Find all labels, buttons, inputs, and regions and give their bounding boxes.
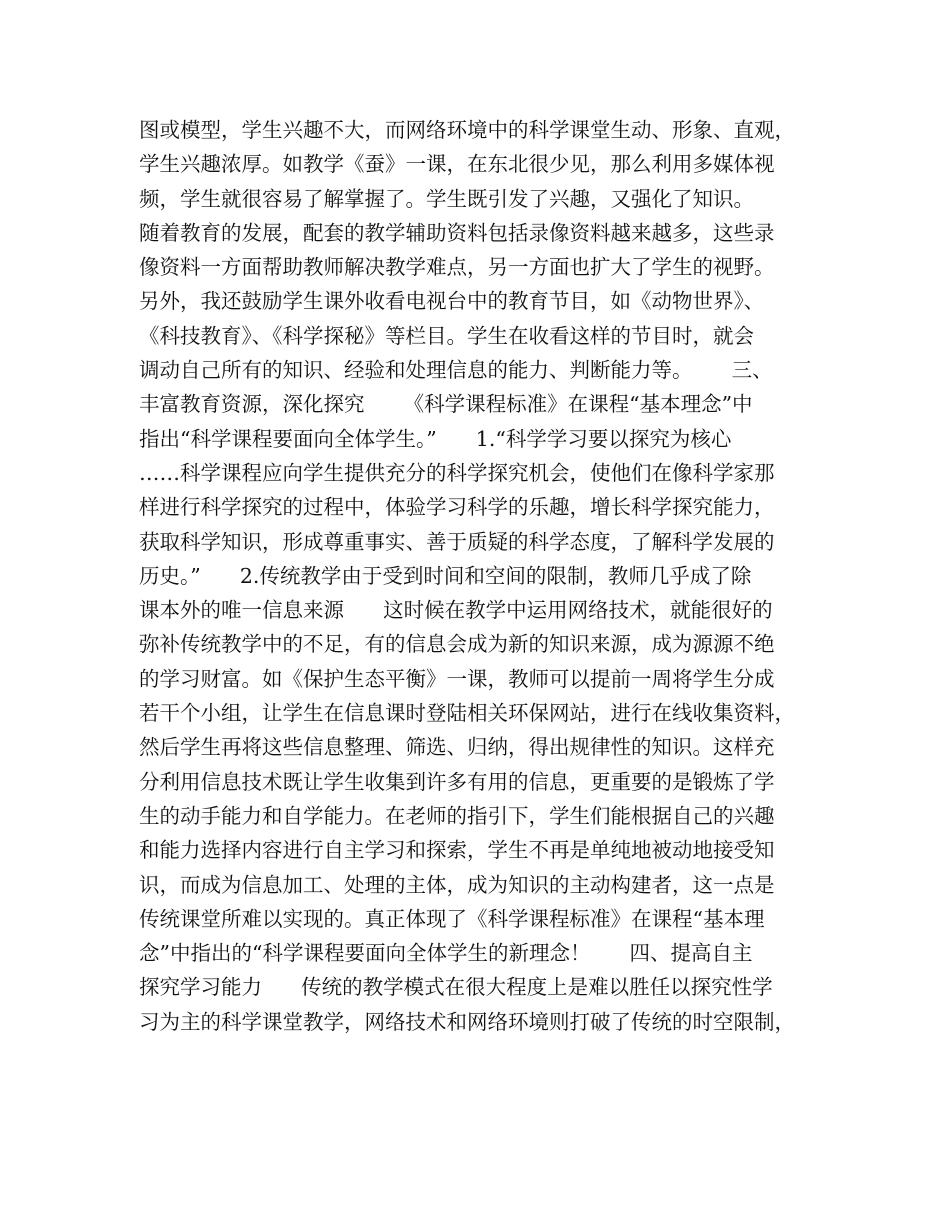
text-line: 识，而成为信息加工、处理的主体，成为知识的主动构建者，这一点是 — [139, 872, 775, 897]
text-line: 调动自己所有的知识、经验和处理信息的能力、判断能力等。 三、 — [139, 358, 773, 383]
text-line: 和能力选择内容进行自主学习和探索，学生不再是单纯地被动地接受知 — [139, 838, 775, 863]
body-text — [139, 113, 829, 1039]
text-line: 随着教育的发展，配套的教学辅助资料包括录像资料越来越多，这些录 — [139, 220, 775, 245]
text-line: 习为主的科学课堂教学，网络技术和网络环境则打破了传统的时空限制， — [139, 1009, 795, 1034]
text-line: 历史。” 2.传统教学由于受到时间和空间的限制，教师几乎成了除 — [139, 563, 752, 588]
text-line: 学生兴趣浓厚。如教学《蚕》一课，在东北很少见，那么利用多媒体视 — [139, 152, 775, 177]
text-line: 生的动手能力和自学能力。在老师的指引下，学生们能根据自己的兴趣 — [139, 803, 775, 828]
text-line: 传统课堂所难以实现的。真正体现了《科学课程标准》在课程“基本理 — [139, 906, 765, 931]
text-line: 念”中指出的“科学课程要面向全体学生的新理念！ 四、提高自主 — [139, 941, 753, 966]
text-line: 丰富教育资源，深化探究 《科学课程标准》在课程“基本理念”中 — [139, 392, 753, 417]
text-line: 像资料一方面帮助教师解决教学难点，另一方面也扩大了学生的视野。 — [139, 255, 775, 280]
text-line: 课本外的唯一信息来源 这时候在教学中运用网络技术，就能很好的 — [139, 598, 773, 623]
text-line: 获取科学知识，形成尊重事实、善于质疑的科学态度，了解科学发展的 — [139, 529, 775, 554]
text-line: 弥补传统教学中的不足，有的信息会成为新的知识来源，成为源源不绝 — [139, 632, 775, 657]
text-line: 指出“科学课程要面向全体学生。” 1.“科学学习要以探究为核心 — [139, 426, 732, 451]
text-line: 频，学生就很容易了解掌握了。学生既引发了兴趣，又强化了知识。 — [139, 186, 754, 211]
text-line: 分利用信息技术既让学生收集到许多有用的信息，更重要的是锻炼了学 — [139, 769, 775, 794]
text-line: 图或模型，学生兴趣不大，而网络环境中的科学课堂生动、形象、直观， — [139, 118, 795, 142]
text-line: 探究学习能力 传统的教学模式在很大程度上是难以胜任以探究性学 — [139, 975, 773, 1000]
text-line: 样进行科学探究的过程中，体验学习科学的乐趣，增长科学探究能力， — [139, 495, 775, 520]
text-line: ……科学课程应向学生提供充分的科学探究机会，使他们在像科学家那 — [139, 460, 775, 485]
text-line: 另外，我还鼓励学生课外收看电视台中的教育节目，如《动物世界》、 — [139, 289, 765, 314]
text-line: 《科技教育》、《科学探秘》等栏目。学生在收看这样的节目时，就会 — [139, 323, 754, 348]
text-line: 的学习财富。如《保护生态平衡》一课，教师可以提前一周将学生分成 — [139, 666, 775, 691]
text-line: 若干个小组，让学生在信息课时登陆相关环保网站，进行在线收集资料， — [139, 701, 795, 726]
text-line: 然后学生再将这些信息整理、筛选、归纳，得出规律性的知识。这样充 — [139, 735, 775, 760]
